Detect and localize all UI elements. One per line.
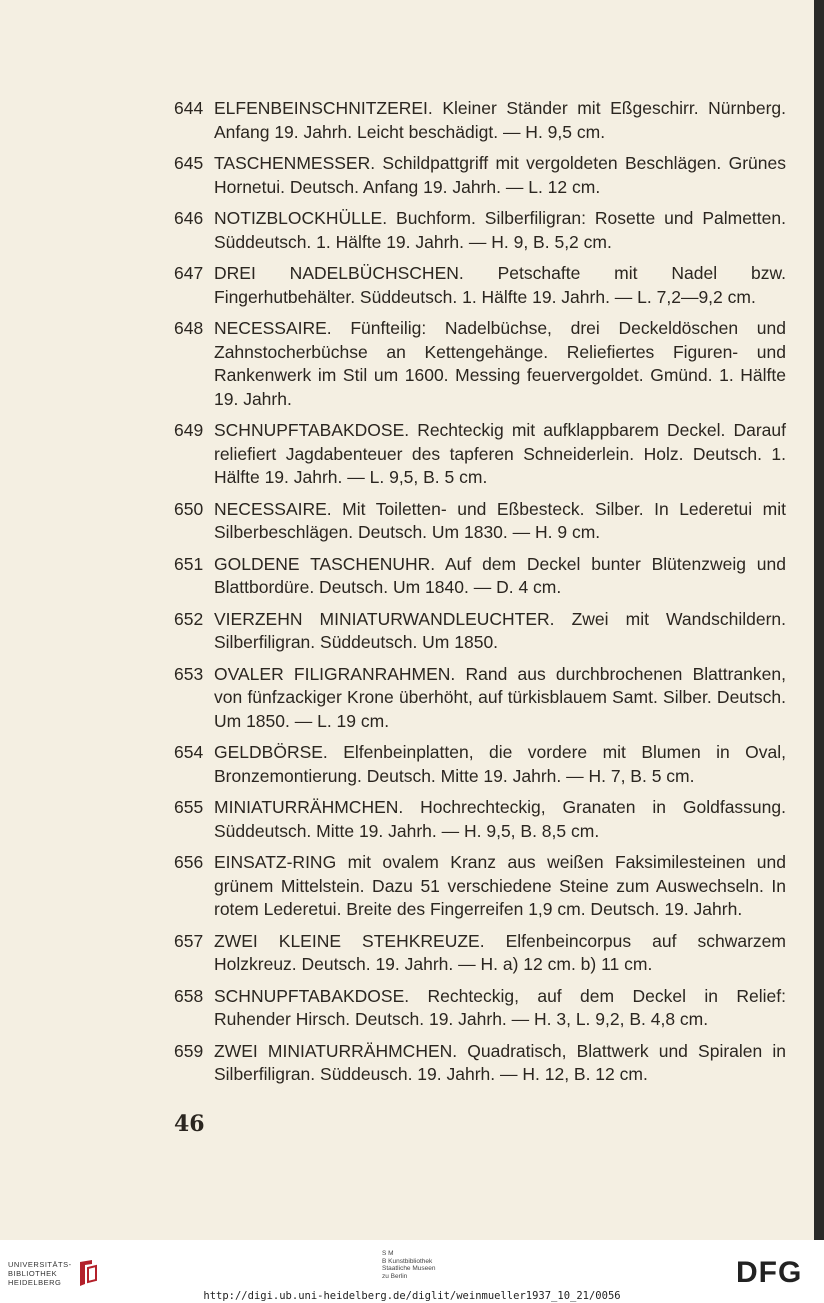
entry-text: NECESSAIRE. Mit Toiletten- und Eßbesteck. Silber. In Lederetui mit Silberbeschlägen. Deutsch. Um 1830. — H. 9 cm.: [214, 498, 786, 542]
catalog-entry: [174, 851, 786, 922]
entry-text: OVALER FILIGRANRAHMEN. Rand aus durchbrochenen Blattranken, von fünfzackiger Krone überhöht, auf türkisblauem Samt. Silber. Deutsch. Um 1850. — L. 19 cm.: [214, 663, 786, 731]
permalink-url[interactable]: http://digi.ub.uni-heidelberg.de/diglit/weinmueller1937_10_21/0056: [203, 1290, 621, 1302]
entry-text: ZWEI KLEINE STEHKREUZE. Elfenbeincorpus auf schwarzem Holzkreuz. Deutsch. 19. Jahrh. — H. a) 12 cm. b) 11 cm.: [214, 930, 786, 974]
entry-number: 652: [174, 608, 204, 629]
catalog-entry: [174, 663, 786, 734]
catalog-entry: [174, 419, 786, 490]
entry-number: 649: [174, 420, 204, 440]
stamp-line-1: S M: [382, 1250, 394, 1257]
entry-number: 658: [174, 985, 204, 1006]
entry-text: MINIATURRÄHMCHEN. Hochrechteckig, Granaten in Goldfassung. Süddeutsch. Mitte 19. Jahrh. — H. 9,5, B. 8,5 cm.: [214, 797, 786, 841]
entry-text: GELDBÖRSE. Elfenbeinplatten, die vordere mit Blumen in Oval, Bronzemontierung. Deutsch. Mitte 19. Jahrh. — H. 7, B. 5 cm.: [214, 742, 786, 786]
catalog-entry: [174, 97, 786, 144]
catalog-entry: [174, 152, 786, 199]
entry-text: DREI NADELBÜCHSCHEN. Petschafte mit Nadel bzw. Fingerhutbehälter. Süddeutsch. 1. Hälfte 19. Jahrh. — L. 7,2—9,2 cm.: [214, 263, 786, 307]
catalog-entry: [174, 985, 786, 1032]
entry-number: 648: [174, 318, 204, 338]
dfg-logo[interactable]: DFG: [736, 1256, 803, 1289]
entry-number: 644: [174, 98, 204, 118]
entry-number: 651: [174, 553, 204, 574]
stamp-line-3: Staatliche Museen: [382, 1265, 436, 1272]
entry-text: ELFENBEINSCHNITZEREI. Kleiner Ständer mit Eßgeschirr. Nürnberg. Anfang 19. Jahrh. Leicht beschädigt. — H. 9,5 cm.: [214, 98, 786, 142]
stamp-line-2: B Kunstbibliothek: [382, 1257, 433, 1265]
catalog-entry: [174, 498, 786, 545]
catalog-entry: [174, 608, 786, 655]
catalog-entry: [174, 262, 786, 309]
entry-number: 646: [174, 208, 204, 228]
entry-text: GOLDENE TASCHENUHR. Auf dem Deckel bunter Blütenzweig und Blattbordüre. Deutsch. Um 1840. — D. 4 cm.: [214, 553, 786, 597]
entry-text: VIERZEHN MINIATURWANDLEUCHTER. Zwei mit Wandschildern. Silberfiligran. Süddeutsch. Um 1850.: [214, 608, 786, 652]
catalog-entries: [174, 97, 786, 1095]
library-emblem-icon: [76, 1258, 100, 1288]
entry-number: 654: [174, 742, 204, 762]
entry-number: 650: [174, 498, 204, 519]
entry-text: SCHNUPFTABAKDOSE. Rechteckig, auf dem Deckel in Relief: Ruhender Hirsch. Deutsch. 19. Jahrh. — H. 3, L. 9,2, B. 4,8 cm.: [214, 985, 786, 1029]
uni-line-3: HEIDELBERG: [8, 1277, 62, 1287]
entry-number: 656: [174, 852, 204, 872]
entry-number: 645: [174, 153, 204, 173]
entry-text: ZWEI MINIATURRÄHMCHEN. Quadratisch, Blattwerk und Spiralen in Silberfiligran. Süddeusch. 19. Jahrh. — H. 12, B. 12 cm.: [214, 1040, 786, 1084]
entry-number: 659: [174, 1040, 204, 1061]
entry-number: 655: [174, 797, 204, 817]
stamp-line-4: zu Berlin: [382, 1272, 408, 1280]
catalog-entry: [174, 796, 786, 843]
university-library-wordmark: [8, 1260, 72, 1287]
catalog-entry: [174, 741, 786, 788]
page-number: 46: [174, 1111, 205, 1137]
uni-line-1: UNIVERSITÄTS-: [8, 1259, 72, 1269]
university-library-logo[interactable]: [8, 1258, 100, 1288]
museum-stamp: [382, 1250, 435, 1280]
entry-text: EINSATZ-RING mit ovalem Kranz aus weißen Faksimilesteinen und grünem Mittelstein. Dazu 51 verschiedene Steine zum Auswechseln. In rotem Lederetui. Breite des Fingerreifen 1,9 cm. Deutsch. 19. Jahrh.: [214, 852, 786, 919]
uni-line-2: BIBLIOTHEK: [8, 1268, 58, 1278]
catalog-entry: [174, 317, 786, 411]
catalog-entry: [174, 207, 786, 254]
catalog-entry: [174, 1040, 786, 1087]
entry-text: NECESSAIRE. Fünfteilig: Nadelbüchse, drei Deckeldöschen und Zahnstocherbüchse an Kettengehänge. Reliefiertes Figuren- und Rankenwerk im Stil um 1600. Messing feuervergoldet. Gmünd. 1. Hälfte 19. Jahrh.: [214, 318, 786, 409]
catalog-entry: [174, 930, 786, 977]
entry-text: NOTIZBLOCKHÜLLE. Buchform. Silberfiligran: Rosette und Palmetten. Süddeutsch. 1. Hälfte 19. Jahrh. — H. 9, B. 5,2 cm.: [214, 208, 786, 252]
entry-number: 647: [174, 263, 204, 283]
scan-edge: [814, 0, 824, 1240]
entry-text: SCHNUPFTABAKDOSE. Rechteckig mit aufklappbarem Deckel. Darauf reliefiert Jagdabenteuer des tapferen Schneiderlein. Holz. Deutsch. 1. Hälfte 19. Jahrh. — L. 9,5, B. 5 cm.: [214, 420, 786, 487]
entry-text: TASCHENMESSER. Schildpattgriff mit vergoldeten Beschlägen. Grünes Hornetui. Deutsch. Anfang 19. Jahrh. — L. 12 cm.: [214, 153, 786, 197]
entry-number: 653: [174, 663, 204, 684]
viewer-footer: [0, 1240, 824, 1303]
entry-number: 657: [174, 930, 204, 951]
catalog-entry: [174, 553, 786, 600]
